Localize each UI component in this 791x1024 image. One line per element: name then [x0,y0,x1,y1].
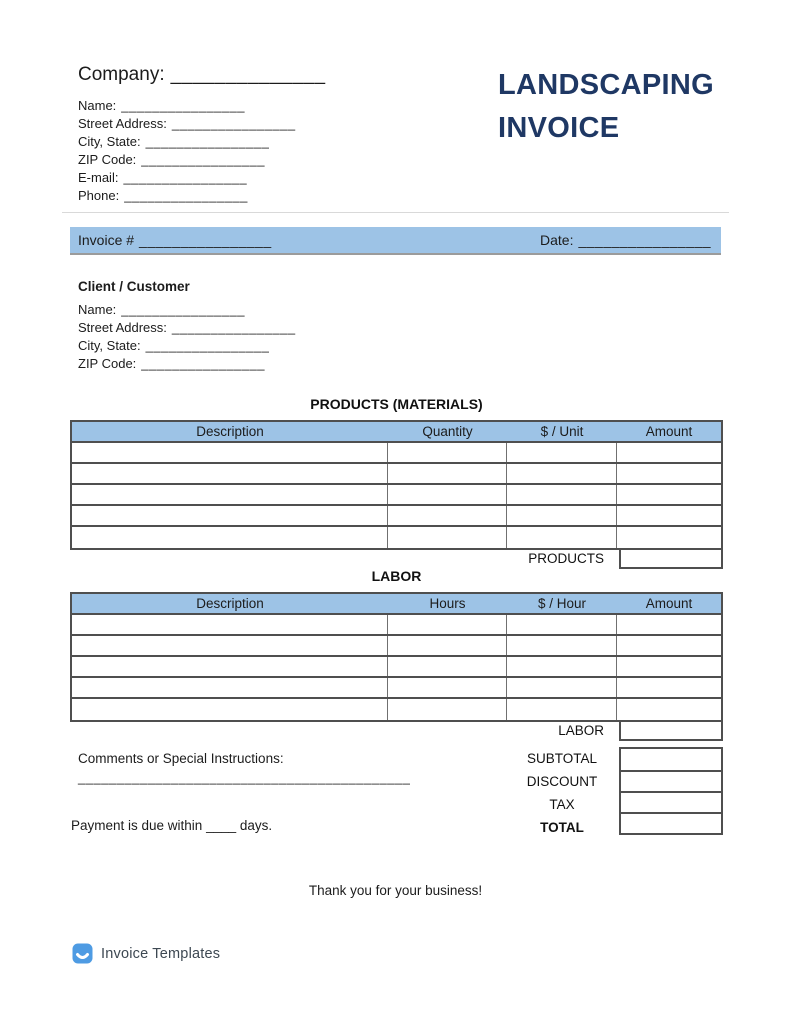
table-cell [388,615,507,634]
blank-line: ________________ [171,320,296,335]
labor-header-hours: Hours [429,596,466,611]
labor-table [70,592,723,722]
client-info-block [78,279,296,373]
products-table [70,420,723,550]
products-total-box [619,548,723,569]
products-header-amount: Amount [645,424,693,439]
table-cell [388,506,507,525]
client-name-field [78,301,296,319]
company-info-block [78,64,326,205]
table-cell [617,464,721,483]
table-row [72,506,721,527]
labor-total-box [619,720,723,741]
field-label: City, State: [78,134,141,149]
invoice-templates-logo-icon [72,943,93,964]
table-cell [617,615,721,634]
blank-line: ________________ [171,116,296,131]
blank-line: ________________ [145,338,270,353]
invoice-date-label: Date: [540,232,574,248]
invoice-number-field [78,232,272,248]
table-cell [388,443,507,462]
tax-box [621,791,721,812]
field-label: Street Address: [78,116,167,131]
table-cell [72,506,388,525]
table-cell [617,657,721,676]
table-row [72,615,721,636]
table-cell [507,699,617,720]
field-label: ZIP Code: [78,152,137,167]
blank-line: ________________ [141,152,265,167]
table-cell [72,678,388,697]
blank-line: ________________ [141,356,265,371]
blank-line: ________________ [121,302,245,317]
field-label: Name: [78,302,117,317]
client-city-state-field [78,337,296,355]
company-street-field [78,115,326,133]
tax-label: TAX [549,797,575,812]
comments-blank-line: ___________________________________________ [78,770,411,785]
footer-brand-label: Invoice Templates [101,945,221,962]
table-cell [72,443,388,462]
total-label: TOTAL [540,820,584,835]
comments-label: Comments or Special Instructions: [78,751,284,766]
labor-total-label: LABOR [558,723,604,738]
table-cell [388,527,507,548]
totals-boxes [619,747,723,835]
table-row [72,464,721,485]
products-table-header-row [72,422,721,443]
table-cell [72,464,388,483]
table-cell [72,699,388,720]
products-section-title: PRODUCTS (MATERIALS) [310,396,483,412]
payment-terms-note: Payment is due within ____ days. [71,818,273,833]
table-cell [72,636,388,655]
blank-line: ________________ [124,188,248,203]
table-row [72,699,721,720]
products-total-label: PRODUCTS [528,551,604,566]
company-email-field [78,169,326,187]
table-cell [507,636,617,655]
total-box [621,812,721,833]
totals-labels [507,747,617,839]
table-row [72,678,721,699]
table-row [72,527,721,548]
client-section-title: Client / Customer [78,279,190,294]
blank-line: ________________ [123,170,248,185]
products-header-unit-price: $ / Unit [540,424,584,439]
invoice-number-blank: ________________ [139,232,272,248]
thank-you-note: Thank you for your business! [308,883,483,898]
company-blank-line: ______________ [170,64,326,85]
header-divider [62,212,729,213]
table-cell [388,699,507,720]
table-cell [617,678,721,697]
labor-header-hour-rate: $ / Hour [537,596,587,611]
table-cell [507,678,617,697]
table-cell [388,485,507,504]
footer-brand-link[interactable] [72,943,220,964]
company-label: Company: [78,64,165,85]
field-label: ZIP Code: [78,356,137,371]
invoice-date-field [540,232,711,248]
document-title-line1: LANDSCAPING [498,69,714,101]
table-cell [617,699,721,720]
field-label: Name: [78,98,117,113]
table-cell [388,678,507,697]
document-title-line2: INVOICE [498,112,620,144]
table-cell [507,527,617,548]
table-row [72,636,721,657]
company-name-field [78,97,326,115]
invoice-number-label: Invoice # [78,232,135,248]
field-label: E-mail: [78,170,119,185]
blank-line: ________________ [145,134,270,149]
table-cell [507,443,617,462]
company-phone-field [78,187,326,205]
table-cell [388,657,507,676]
products-header-quantity: Quantity [422,424,473,439]
products-total-row [70,548,723,569]
products-header-description: Description [196,424,264,439]
discount-label: DISCOUNT [526,774,598,789]
table-cell [72,527,388,548]
table-cell [388,636,507,655]
labor-header-description: Description [196,596,264,611]
table-row [72,485,721,506]
labor-section-title: LABOR [371,568,422,584]
table-cell [507,485,617,504]
field-label: City, State: [78,338,141,353]
company-city-state-field [78,133,326,151]
table-cell [617,506,721,525]
table-cell [507,615,617,634]
labor-total-row [70,720,723,741]
table-cell [617,485,721,504]
company-field [78,64,326,86]
field-label: Street Address: [78,320,167,335]
labor-header-amount: Amount [645,596,693,611]
table-cell [72,657,388,676]
table-cell [617,527,721,548]
blank-line: ________________ [121,98,245,113]
table-cell [72,485,388,504]
table-cell [617,636,721,655]
invoice-date-blank: ________________ [578,232,712,248]
subtotal-label: SUBTOTAL [526,751,598,766]
table-row [72,443,721,464]
invoice-number-bar [70,227,721,255]
table-cell [507,464,617,483]
table-cell [72,615,388,634]
labor-table-header-row [72,594,721,615]
table-cell [507,657,617,676]
client-street-field [78,319,296,337]
table-cell [507,506,617,525]
discount-box [621,770,721,791]
field-label: Phone: [78,188,120,203]
subtotal-box [621,749,721,770]
document-title [498,64,758,150]
company-zip-field [78,151,326,169]
table-row [72,657,721,678]
table-cell [388,464,507,483]
table-cell [617,443,721,462]
client-zip-field [78,355,296,373]
